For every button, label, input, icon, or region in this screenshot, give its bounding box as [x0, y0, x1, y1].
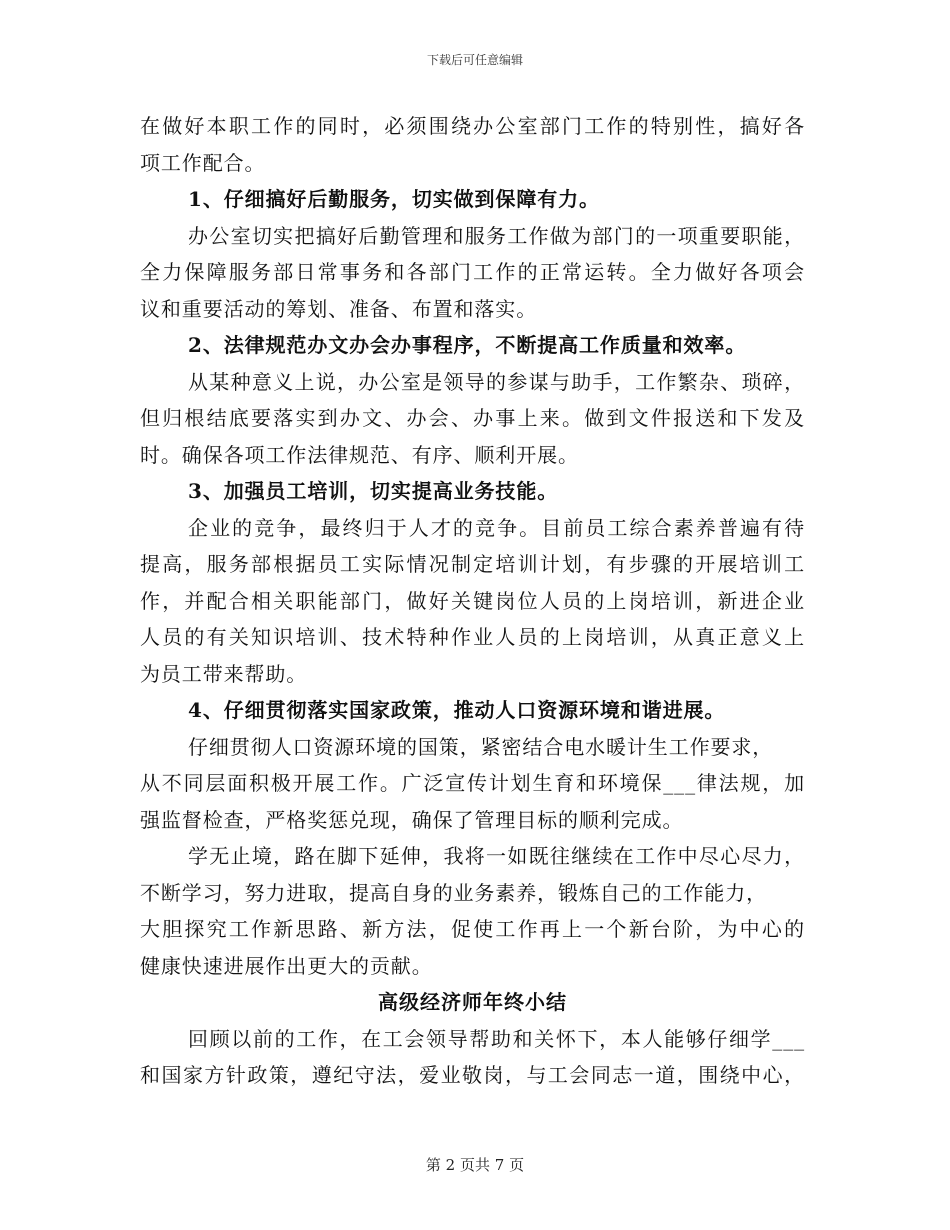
- paragraph-line: 全力保障服务部日常事务和各部门工作的正常运转。全力做好各项会: [140, 260, 805, 284]
- paragraph-line: 项工作配合。: [140, 150, 266, 175]
- paragraph-line: 在做好本职工作的同时，必须围绕办公室部门工作的特别性，搞好各: [140, 114, 805, 138]
- paragraph-line: 但归根结底要落实到办文、办会、办事上来。做到文件报送和下发及: [140, 406, 805, 430]
- paragraph-line: 不断学习，努力进取，提高自身的业务素养，锻炼自己的工作能力，: [140, 880, 767, 905]
- paragraph-line: 作，并配合相关职能部门，做好关键岗位人员的上岗培训，新进企业: [140, 588, 805, 613]
- page-header: 下载后可任意编辑: [426, 53, 523, 67]
- paragraph-line: 回顾以前的工作，在工会领导帮助和关怀下，本人能够仔细学___: [188, 1026, 805, 1051]
- section-heading-2: 2、法律规范办文办会办事程序，不断提高工作质量和效率。: [188, 333, 747, 357]
- paragraph-line: 为员工带来帮助。: [140, 661, 308, 686]
- section-heading-3: 3、加强员工培训，切实提高业务技能。: [188, 479, 559, 503]
- paragraph-line: 大胆探究工作新思路、新方法，促使工作再上一个新台阶，为中心的: [140, 917, 805, 941]
- paragraph-line: 人员的有关知识培训、技术特种作业人员的上岗培训，从真正意义上: [140, 625, 805, 649]
- paragraph-line: 从不同层面积极开展工作。广泛宣传计划生育和环境保___律法规，加: [140, 771, 805, 795]
- document-body: [140, 108, 805, 1094]
- section-heading-4: 4、仔细贯彻落实国家政策，推动人口资源环境和谐进展。: [188, 698, 726, 722]
- paragraph-line: 仔细贯彻人口资源环境的国策，紧密结合电水暖计生工作要求，: [188, 734, 774, 759]
- paragraph-line: 企业的竞争，最终归于人才的竞争。目前员工综合素养普遍有待: [188, 515, 805, 540]
- paragraph-line: 从某种意义上说，办公室是领导的参谋与助手，工作繁杂、琐碎，: [188, 369, 805, 394]
- paragraph-line: 提高，服务部根据员工实际情况制定培训计划，有步骤的开展培训工: [140, 552, 805, 576]
- document-title: 高级经济师年终小结: [378, 990, 567, 1014]
- paragraph-line: 时。确保各项工作法律规范、有序、顺利开展。: [140, 442, 579, 467]
- paragraph-line: 强监督检查，严格奖惩兑现，确保了管理目标的顺利完成。: [140, 807, 684, 832]
- section-heading-1: 1、仔细搞好后勤服务，切实做到保障有力。: [188, 187, 600, 211]
- page-footer: 第 2 页共 7 页: [425, 1156, 525, 1174]
- paragraph-line: 议和重要活动的筹划、准备、布置和落实。: [140, 296, 538, 321]
- paragraph-line: 办公室切实把搞好后勤管理和服务工作做为部门的一项重要职能，: [188, 223, 805, 248]
- paragraph-line: 学无止境，路在脚下延伸，我将一如既往继续在工作中尽心尽力，: [188, 844, 805, 868]
- paragraph-line: 和国家方针政策，遵纪守法，爱业敬岗，与工会同志一道，围绕中心，: [140, 1063, 805, 1087]
- paragraph-line: 健康快速进展作出更大的贡献。: [140, 953, 433, 978]
